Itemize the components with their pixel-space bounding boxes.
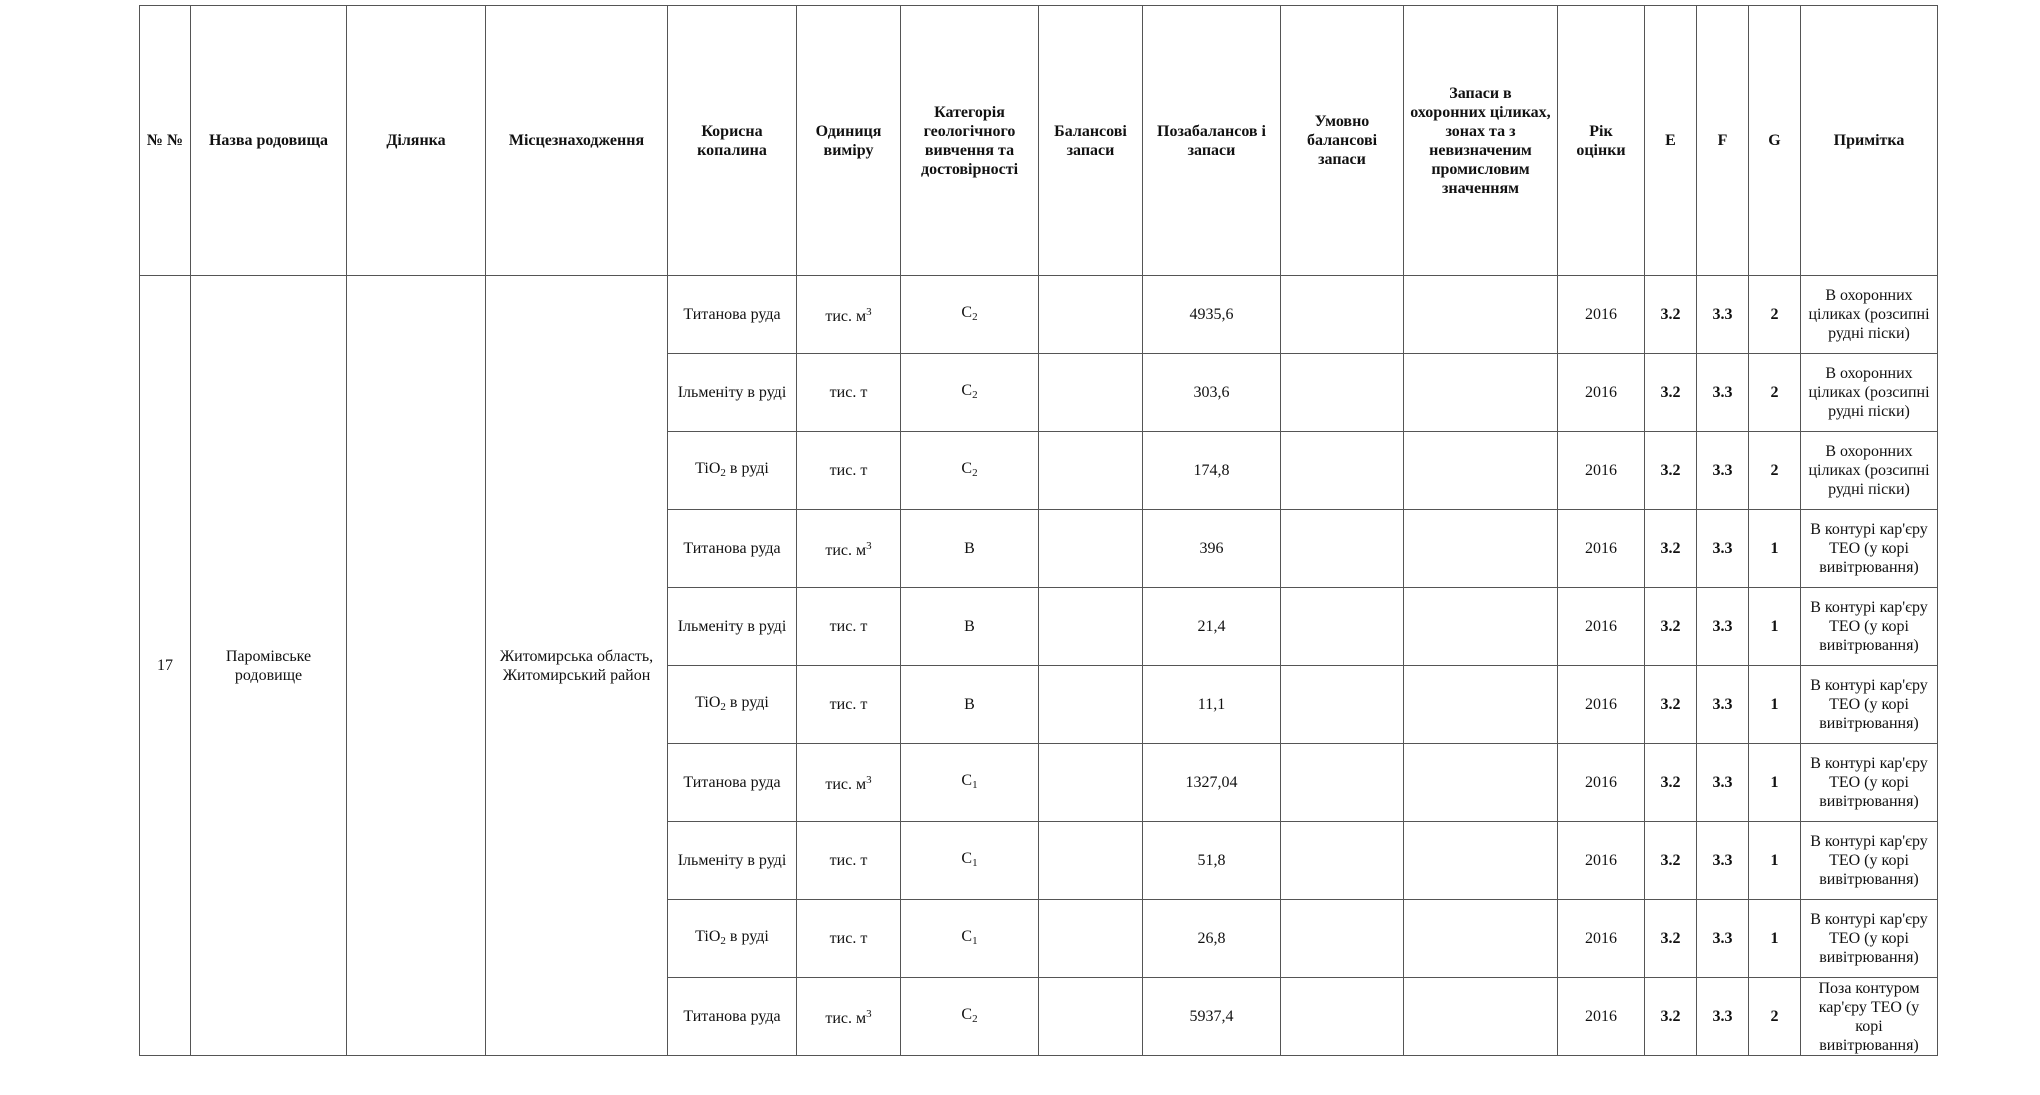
header-row xyxy=(140,6,1938,276)
category-text: B xyxy=(964,618,975,635)
note-cell: В контурі кар'єру ТЕО (у корі вивітрювання) xyxy=(1801,510,1938,588)
protected-cell xyxy=(1404,510,1558,588)
unit-text: тис. м xyxy=(825,308,867,325)
category-cell xyxy=(901,900,1039,978)
category-cell xyxy=(901,276,1039,354)
e-cell: 3.2 xyxy=(1645,900,1697,978)
conditional-cell xyxy=(1281,666,1404,744)
e-cell: 3.2 xyxy=(1645,276,1697,354)
reserves-table xyxy=(139,5,1938,1056)
category-subscript: 1 xyxy=(972,778,978,791)
mineral-text: TiO xyxy=(695,459,721,477)
year-cell: 2016 xyxy=(1558,822,1645,900)
g-cell: 2 xyxy=(1749,978,1801,1056)
group-deposit-cell: Паромівське родовище xyxy=(191,276,347,1056)
category-text: C xyxy=(961,771,973,789)
mineral-cell xyxy=(668,354,797,432)
unit-cell xyxy=(797,978,901,1056)
category-cell xyxy=(901,978,1039,1056)
balance-cell xyxy=(1039,588,1143,666)
category-text: C xyxy=(961,459,973,477)
unit-cell xyxy=(797,666,901,744)
f-cell: 3.3 xyxy=(1697,432,1749,510)
unit-text: тис. т xyxy=(829,384,868,401)
category-subscript: 2 xyxy=(972,1012,978,1025)
off-balance-cell: 51,8 xyxy=(1143,822,1281,900)
group-location-cell: Житомирська область, Житомирський район xyxy=(486,276,668,1056)
mineral-text-suffix: в руді xyxy=(725,927,769,945)
header-no: № № xyxy=(140,6,191,276)
mineral-cell xyxy=(668,276,797,354)
unit-text: тис. м xyxy=(825,776,867,793)
note-cell: В охоронних ціликах (розсипні рудні піски) xyxy=(1801,432,1938,510)
mineral-cell xyxy=(668,666,797,744)
f-cell: 3.3 xyxy=(1697,900,1749,978)
f-cell: 3.3 xyxy=(1697,354,1749,432)
category-text: C xyxy=(961,1005,973,1023)
f-cell: 3.3 xyxy=(1697,588,1749,666)
off-balance-cell: 26,8 xyxy=(1143,900,1281,978)
e-cell: 3.2 xyxy=(1645,432,1697,510)
f-cell: 3.3 xyxy=(1697,978,1749,1056)
year-cell: 2016 xyxy=(1558,510,1645,588)
protected-cell xyxy=(1404,978,1558,1056)
unit-text: тис. м xyxy=(825,542,867,559)
protected-cell xyxy=(1404,432,1558,510)
category-text: B xyxy=(964,696,975,713)
e-cell: 3.2 xyxy=(1645,978,1697,1056)
e-cell: 3.2 xyxy=(1645,510,1697,588)
mineral-cell xyxy=(668,822,797,900)
balance-cell xyxy=(1039,510,1143,588)
table-row xyxy=(140,276,1938,354)
unit-superscript: 3 xyxy=(866,540,872,552)
protected-cell xyxy=(1404,354,1558,432)
conditional-cell xyxy=(1281,432,1404,510)
conditional-cell xyxy=(1281,822,1404,900)
off-balance-cell: 1327,04 xyxy=(1143,744,1281,822)
e-cell: 3.2 xyxy=(1645,744,1697,822)
category-cell xyxy=(901,354,1039,432)
e-cell: 3.2 xyxy=(1645,666,1697,744)
unit-cell xyxy=(797,900,901,978)
category-cell xyxy=(901,822,1039,900)
mineral-text: Титанова руда xyxy=(683,306,781,323)
header-g: G xyxy=(1749,6,1801,276)
e-cell: 3.2 xyxy=(1645,354,1697,432)
mineral-text: Титанова руда xyxy=(683,774,781,791)
category-subscript: 2 xyxy=(972,466,978,479)
unit-superscript: 3 xyxy=(866,1008,872,1020)
note-cell: В контурі кар'єру ТЕО (у корі вивітрювання) xyxy=(1801,900,1938,978)
mineral-text: TiO xyxy=(695,693,721,711)
off-balance-cell: 396 xyxy=(1143,510,1281,588)
category-subscript: 2 xyxy=(972,388,978,401)
year-cell: 2016 xyxy=(1558,900,1645,978)
off-balance-cell: 4935,6 xyxy=(1143,276,1281,354)
off-balance-cell: 21,4 xyxy=(1143,588,1281,666)
unit-text: тис. т xyxy=(829,930,868,947)
mineral-cell xyxy=(668,978,797,1056)
mineral-cell xyxy=(668,588,797,666)
unit-text: тис. т xyxy=(829,462,868,479)
header-e: E xyxy=(1645,6,1697,276)
unit-superscript: 3 xyxy=(866,306,872,318)
mineral-cell xyxy=(668,510,797,588)
header-protected: Запаси в охоронних цiликах, зонах та з невизначеним промисловим значенням xyxy=(1404,6,1558,276)
header-unit: Одиниця виміру xyxy=(797,6,901,276)
unit-cell xyxy=(797,588,901,666)
unit-cell xyxy=(797,744,901,822)
protected-cell xyxy=(1404,666,1558,744)
year-cell: 2016 xyxy=(1558,666,1645,744)
unit-cell xyxy=(797,510,901,588)
category-text: C xyxy=(961,927,973,945)
conditional-cell xyxy=(1281,744,1404,822)
mineral-text-suffix: в руді xyxy=(725,693,769,711)
mineral-text: Ільменіту в руді xyxy=(677,384,787,401)
g-cell: 2 xyxy=(1749,354,1801,432)
year-cell: 2016 xyxy=(1558,276,1645,354)
note-cell: В охоронних ціликах (розсипні рудні піски) xyxy=(1801,276,1938,354)
category-subscript: 2 xyxy=(972,310,978,323)
g-cell: 1 xyxy=(1749,588,1801,666)
group-site-cell xyxy=(347,276,486,1056)
conditional-cell xyxy=(1281,900,1404,978)
header-site: Ділянка xyxy=(347,6,486,276)
g-cell: 1 xyxy=(1749,666,1801,744)
f-cell: 3.3 xyxy=(1697,744,1749,822)
unit-superscript: 3 xyxy=(866,774,872,786)
f-cell: 3.3 xyxy=(1697,822,1749,900)
category-cell xyxy=(901,588,1039,666)
g-cell: 1 xyxy=(1749,744,1801,822)
category-cell xyxy=(901,510,1039,588)
year-cell: 2016 xyxy=(1558,354,1645,432)
protected-cell xyxy=(1404,744,1558,822)
year-cell: 2016 xyxy=(1558,978,1645,1056)
g-cell: 1 xyxy=(1749,510,1801,588)
header-f: F xyxy=(1697,6,1749,276)
balance-cell xyxy=(1039,822,1143,900)
note-cell: В контурі кар'єру ТЕО (у корі вивітрювання) xyxy=(1801,588,1938,666)
unit-text: тис. т xyxy=(829,696,868,713)
conditional-cell xyxy=(1281,588,1404,666)
category-subscript: 1 xyxy=(972,856,978,869)
header-mineral: Корисна копалина xyxy=(668,6,797,276)
header-deposit: Назва родовища xyxy=(191,6,347,276)
mineral-subscript: 2 xyxy=(720,466,726,479)
balance-cell xyxy=(1039,432,1143,510)
g-cell: 2 xyxy=(1749,276,1801,354)
conditional-cell xyxy=(1281,510,1404,588)
off-balance-cell: 11,1 xyxy=(1143,666,1281,744)
mineral-cell xyxy=(668,900,797,978)
unit-text: тис. м xyxy=(825,1010,867,1027)
off-balance-cell: 174,8 xyxy=(1143,432,1281,510)
header-location: Місцезнаходження xyxy=(486,6,668,276)
e-cell: 3.2 xyxy=(1645,588,1697,666)
category-cell xyxy=(901,666,1039,744)
note-cell: Поза контуром кар'єру ТЕО (у корі вивітрювання) xyxy=(1801,978,1938,1056)
conditional-cell xyxy=(1281,354,1404,432)
group-no-cell: 17 xyxy=(140,276,191,1056)
balance-cell xyxy=(1039,744,1143,822)
category-text: C xyxy=(961,303,973,321)
category-text: B xyxy=(964,540,975,557)
mineral-text: TiO xyxy=(695,927,721,945)
mineral-text: Ільменіту в руді xyxy=(677,852,787,869)
category-subscript: 1 xyxy=(972,934,978,947)
table-body xyxy=(140,276,1938,1056)
mineral-text: Титанова руда xyxy=(683,1008,781,1025)
protected-cell xyxy=(1404,276,1558,354)
note-cell: В контурі кар'єру ТЕО (у корі вивітрювання) xyxy=(1801,822,1938,900)
year-cell: 2016 xyxy=(1558,588,1645,666)
mineral-cell xyxy=(668,744,797,822)
header-conditional: Умовно балансові запаси xyxy=(1281,6,1404,276)
g-cell: 1 xyxy=(1749,900,1801,978)
balance-cell xyxy=(1039,354,1143,432)
protected-cell xyxy=(1404,588,1558,666)
conditional-cell xyxy=(1281,978,1404,1056)
g-cell: 1 xyxy=(1749,822,1801,900)
mineral-text: Титанова руда xyxy=(683,540,781,557)
note-cell: В контурі кар'єру ТЕО (у корі вивітрювання) xyxy=(1801,666,1938,744)
balance-cell xyxy=(1039,978,1143,1056)
mineral-cell xyxy=(668,432,797,510)
unit-text: тис. т xyxy=(829,852,868,869)
g-cell: 2 xyxy=(1749,432,1801,510)
f-cell: 3.3 xyxy=(1697,666,1749,744)
off-balance-cell: 303,6 xyxy=(1143,354,1281,432)
unit-cell xyxy=(797,354,901,432)
note-cell: В контурі кар'єру ТЕО (у корі вивітрювання) xyxy=(1801,744,1938,822)
protected-cell xyxy=(1404,900,1558,978)
category-text: C xyxy=(961,849,973,867)
e-cell: 3.2 xyxy=(1645,822,1697,900)
unit-text: тис. т xyxy=(829,618,868,635)
header-category: Категорія геологічного вивчення та достовірності xyxy=(901,6,1039,276)
conditional-cell xyxy=(1281,276,1404,354)
mineral-subscript: 2 xyxy=(720,934,726,947)
balance-cell xyxy=(1039,276,1143,354)
header-year: Рік оцінки xyxy=(1558,6,1645,276)
category-cell xyxy=(901,744,1039,822)
category-text: C xyxy=(961,381,973,399)
off-balance-cell: 5937,4 xyxy=(1143,978,1281,1056)
protected-cell xyxy=(1404,822,1558,900)
header-note: Примітка xyxy=(1801,6,1938,276)
year-cell: 2016 xyxy=(1558,432,1645,510)
balance-cell xyxy=(1039,900,1143,978)
unit-cell xyxy=(797,822,901,900)
f-cell: 3.3 xyxy=(1697,276,1749,354)
note-cell: В охоронних ціликах (розсипні рудні піски) xyxy=(1801,354,1938,432)
year-cell: 2016 xyxy=(1558,744,1645,822)
balance-cell xyxy=(1039,666,1143,744)
f-cell: 3.3 xyxy=(1697,510,1749,588)
mineral-subscript: 2 xyxy=(720,700,726,713)
unit-cell xyxy=(797,432,901,510)
header-balance: Балансові запаси xyxy=(1039,6,1143,276)
mineral-text-suffix: в руді xyxy=(725,459,769,477)
category-cell xyxy=(901,432,1039,510)
mineral-text: Ільменіту в руді xyxy=(677,618,787,635)
unit-cell xyxy=(797,276,901,354)
header-off-balance: Позабалансов і запаси xyxy=(1143,6,1281,276)
